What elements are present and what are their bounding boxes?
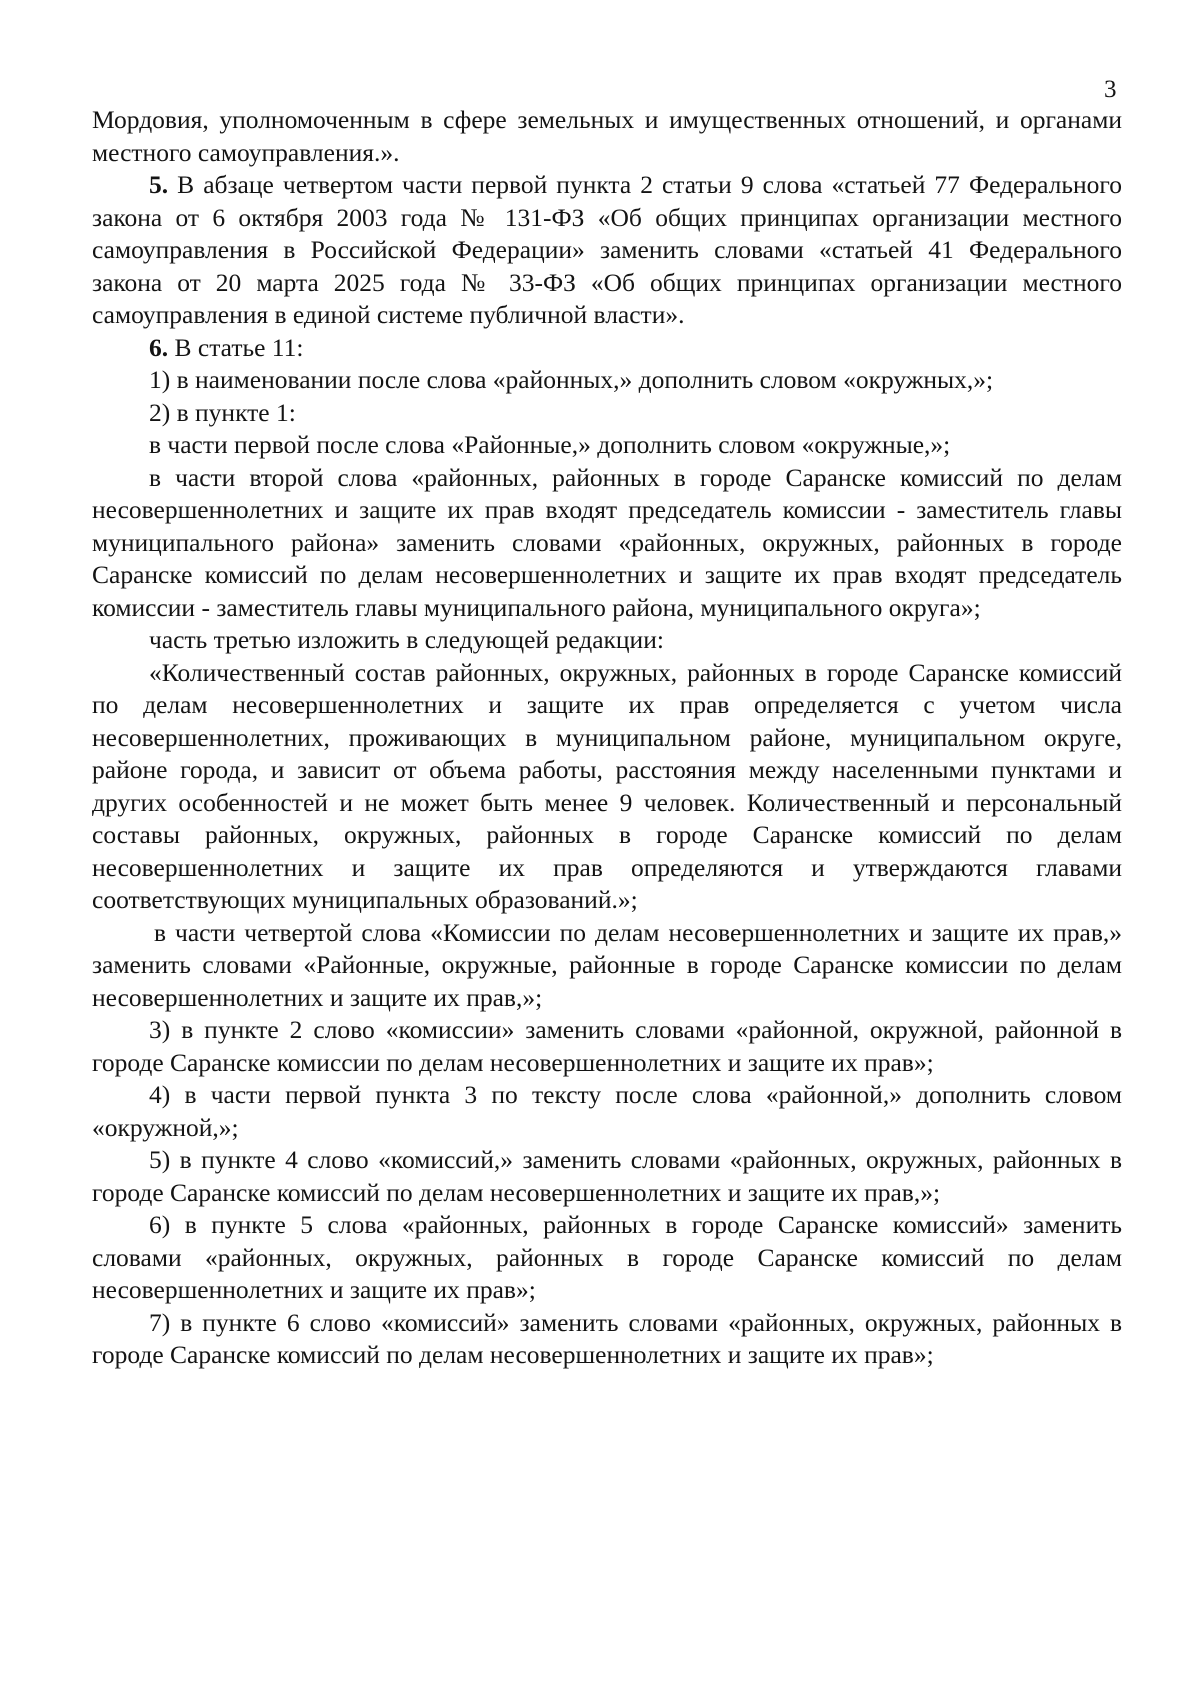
- paragraph-part-3-text: «Количественный состав районных, окружных, районных в городе Саранске комиссий по делам несовершеннолетних и защите их прав определяется с учетом числа несовершеннолетних, проживающих в муниципальном районе, муниципальном округе, районе города, и зависит от объема работы, расстояния между населенными пунктами и других особенностей и не может быть менее 9 человек. Количественный и персональный составы районных, окружных, районных в городе Саранске комиссий по делам несовершеннолетних и защите их прав определяются и утверждаются главами соответствующих муниципальных образований.»;: [92, 657, 1122, 914]
- paragraph-continuation: Мордовия, уполномоченным в сфере земельных и имущественных отношений, и органами местного самоуправления.».: [92, 105, 1122, 167]
- paragraph-item-6: [92, 332, 1122, 365]
- paragraph-subitem-6: 6) в пункте 5 слова «районных, районных в городе Саранске комиссий» заменить словами «районных, окружных, районных в городе Саранске комиссий по делам несовершеннолетних и защите их прав»;: [92, 1210, 1122, 1304]
- paragraph-item-6-text: В статье 11:: [174, 332, 304, 362]
- paragraph-subitem-2: 2) в пункте 1:: [149, 397, 296, 427]
- item-number-6: 6.: [149, 332, 169, 362]
- paragraph-subitem-7: 7) в пункте 6 слово «комиссий» заменить словами «районных, окружных, районных в городе Саранске комиссий по делам несовершеннолетних и защите их прав»;: [92, 1307, 1122, 1369]
- paragraph-item-5: [92, 169, 1122, 332]
- document-body: [92, 104, 1122, 1372]
- paragraph-part-1: в части первой после слова «Районные,» дополнить словом «окружные,»;: [149, 430, 951, 459]
- paragraph-part-2: в части второй слова «районных, районных в городе Саранске комиссий по делам несовершеннолетних и защите их прав входят председатель комиссии - заместитель главы муниципального района» заменить словами «районных, окружных, районных в городе Саранске комиссий по делам несовершеннолетних и защите их прав входят председатель комиссии - заместитель главы муниципального района, муниципального округа»;: [92, 462, 1122, 622]
- item-number-5: 5.: [149, 170, 169, 199]
- paragraph-part-4: в части четвертой слова «Комиссии по делам несовершеннолетних и защите их прав,» заменить словами «Районные, окружные, районные в городе Саранске комиссии по делам несовершеннолетних и защите их прав,»;: [92, 917, 1122, 1012]
- paragraph-item-5-text: В абзаце четвертом части первой пункта 2 статьи 9 слова «статьей 77 Федерального закона от 6 октября 2003 года № 131-ФЗ «Об общих принципах организации местного самоуправления в Российской Федерации» заменить словами «статьей 41 Федерального закона от 20 марта 2025 года № 33-ФЗ «Об общих принципах организации местного самоуправления в единой системе публичной власти».: [92, 170, 1122, 329]
- paragraph-subitem-3: 3) в пункте 2 слово «комиссии» заменить словами «районной, окружной, районной в городе Саранске комиссии по делам несовершеннолетних и защите их прав»;: [92, 1015, 1122, 1077]
- page-number: 3: [1104, 76, 1117, 103]
- paragraph-part-3-intro: часть третью изложить в следующей редакции:: [149, 625, 664, 654]
- paragraph-subitem-4: 4) в части первой пункта 3 по тексту после слова «районной,» дополнить словом «окружной,»;: [92, 1080, 1122, 1142]
- paragraph-subitem-1: 1) в наименовании после слова «районных,» дополнить словом «окружных,»;: [149, 365, 994, 394]
- paragraph-subitem-5: 5) в пункте 4 слово «комиссий,» заменить словами «районных, окружных, районных в городе Саранске комиссий по делам несовершеннолетних и защите их прав,»;: [92, 1145, 1122, 1207]
